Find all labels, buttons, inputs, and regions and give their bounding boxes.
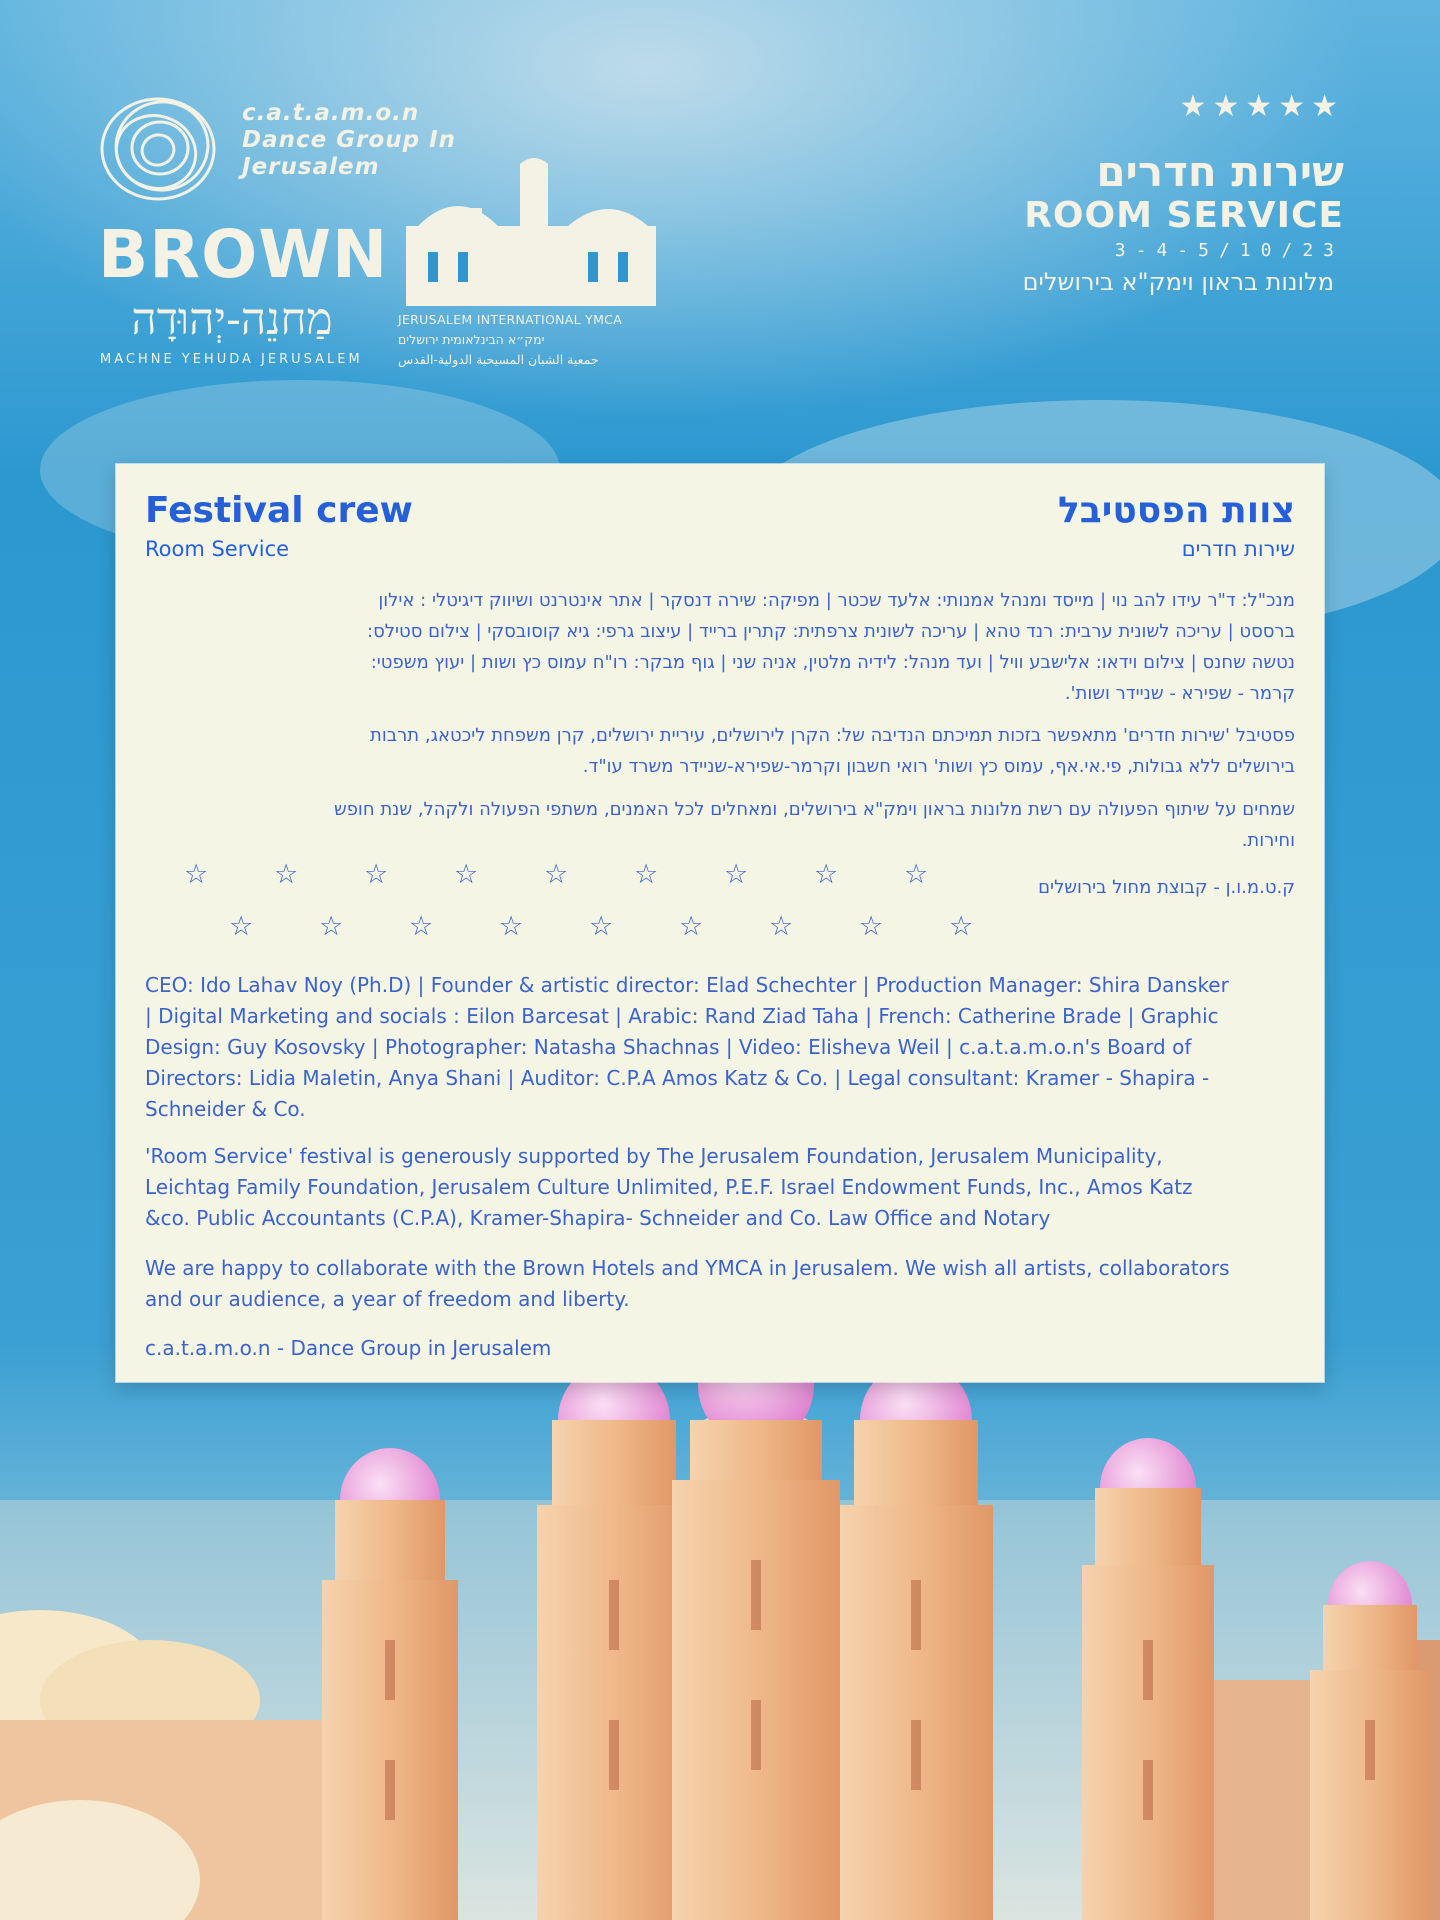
star-icon: ☆: [409, 911, 434, 942]
star-icon: ☆: [679, 911, 704, 942]
star-icon: ☆: [589, 911, 614, 942]
text-line: Design: Guy Kosovsky | Photographer: Natasha Shachnas | Video: Elisheva Weil | c.a.t.a.m.o.n's Board of: [145, 1035, 1192, 1059]
star-row-1: [184, 860, 994, 890]
brown-logo-subtitle: MACHNE YEHUDA JERUSALEM: [100, 352, 363, 367]
text-line: Directors: Lidia Maletin, Anya Shani | Auditor: C.P.A Amos Katz & Co. | Legal consultant: Kramer - Shapira -: [145, 1066, 1210, 1090]
catamon-line-1: c.a.t.a.m.o.n: [242, 100, 420, 126]
star-icon: ☆: [859, 911, 884, 942]
text-line: בירושלים ללא גבולות, פי.אי.אף, עמוס כץ ושות' רואי חשבון וקרמר-שפירא-שניידר משרד עו"ד.: [582, 756, 1295, 777]
text-line: ברססט | עריכה לשונית ערבית: רנד טהא | עריכה לשונית צרפתית: קתרין ברייד | עיצוב גרפי: גיא קוסובסקי | צילום סטילס:: [367, 621, 1295, 642]
festival-title-hebrew: שירות חדרים: [1096, 147, 1344, 196]
brown-logo-hebrew: מַחנֵה-יְהוּדָה: [131, 294, 333, 345]
star-icon: ☆: [544, 859, 569, 890]
star-icon: ☆: [184, 859, 209, 890]
english-support-paragraph: [145, 1141, 1295, 1234]
text-line: Leichtag Family Foundation, Jerusalem Culture Unlimited, P.E.F. Israel Endowment Funds, Inc., Amos Katz: [145, 1175, 1193, 1199]
hebrew-support-paragraph: [145, 720, 1295, 782]
text-line: נטשה שחנס | צילום וידאו: אלישבע וויל | ועד מנהל: לידיה מלטין, אניה שני | גוף מבקר: רו"ח עמוס כץ ושות | יעוץ משפטי:: [370, 652, 1295, 673]
hebrew-thanks-paragraph: [145, 794, 1295, 856]
text-line: CEO: Ido Lahav Noy (Ph.D) | Founder & artistic director: Elad Schechter | Production Manager: Shira Dansker: [145, 973, 1229, 997]
star-icon: ☆: [769, 911, 794, 942]
catamon-line-2: Dance Group In: [242, 127, 457, 153]
text-line: פסטיבל 'שירות חדרים' מתאפשר בזכות תמיכתם הנדיבה של: הקרן לירושלים, עיריית ירושלים, קרן משפחת ליכטאג, תרבות: [370, 725, 1295, 746]
text-line: מנכ"ל: ד"ר עידו להב נוי | מייסד ומנהל אמנותי: אלעד שכטר | מפיקה: שירה דנסקר | אתר אינטרנט ושיווק דיגיטלי : אילון: [378, 590, 1295, 611]
text-line: קרמר - שפירא - שניידר ושות'.: [1064, 683, 1295, 704]
star-icon: ☆: [499, 911, 524, 942]
english-title: Festival crew: [145, 490, 413, 531]
english-thanks-paragraph: [145, 1253, 1295, 1315]
ymca-name-english: JERUSALEM INTERNATIONAL YMCA: [398, 312, 623, 327]
text-line: Schneider & Co.: [145, 1097, 306, 1121]
ymca-name-arabic: جمعية الشبان المسيحية الدولية-القدس: [398, 352, 599, 367]
hebrew-crew-paragraph: [145, 585, 1295, 709]
text-line: | Digital Marketing and socials : Eilon Barcesat | Arabic: Rand Ziad Taha | French: Catherine Brade | Graphic: [145, 1004, 1219, 1028]
english-crew-paragraph: [145, 970, 1295, 1125]
text-line: &co. Public Accountants (C.P.A), Kramer-Shapira- Schneider and Co. Law Office and Notary: [145, 1206, 1051, 1230]
english-signature: c.a.t.a.m.o.n - Dance Group in Jerusalem: [145, 1336, 552, 1360]
text-line: We are happy to collaborate with the Brown Hotels and YMCA in Jerusalem. We wish all artists, collaborators: [145, 1256, 1230, 1280]
text-line: 'Room Service' festival is generously supported by The Jerusalem Foundation, Jerusalem Municipality,: [145, 1144, 1163, 1168]
hebrew-title: צוות הפסטיבל: [1057, 490, 1295, 531]
hebrew-subtitle: שירות חדרים: [1181, 537, 1295, 561]
english-subtitle: Room Service: [145, 537, 290, 561]
star-icon: ☆: [724, 859, 749, 890]
star-icon: ☆: [814, 859, 839, 890]
star-row-2: [229, 912, 1039, 942]
ymca-name-hebrew: ימק״א הבינלאומית ירושלים: [398, 332, 545, 347]
star-icon: ☆: [364, 859, 389, 890]
text-line: שמחים על שיתוף הפעולה עם רשת מלונות בראון וימק"א בירושלים, ומאחלים לכל האמנים, משתפי הפעולה ולקהל, שנת חופש: [333, 799, 1295, 820]
festival-venue: מלונות בראון וימק"א בירושלים: [1022, 268, 1334, 296]
festival-dates: 3-4-5/10/23: [1114, 240, 1344, 261]
star-icon: ☆: [904, 859, 929, 890]
star-icon: ☆: [229, 911, 254, 942]
star-icon: ☆: [454, 859, 479, 890]
catamon-logo-icon: [96, 94, 226, 204]
catamon-line-3: Jerusalem: [242, 154, 380, 180]
brown-logo-word: BROWN: [98, 216, 389, 293]
star-icon: ☆: [949, 911, 974, 942]
star-icon: ☆: [319, 911, 344, 942]
text-line: and our audience, a year of freedom and liberty.: [145, 1287, 630, 1311]
five-stars-icon: ★★★★★: [1179, 89, 1344, 124]
ymca-building-icon: [398, 156, 658, 306]
hebrew-signature: ק.ט.מ.ו.ן - קבוצת מחול בירושלים: [1038, 877, 1295, 898]
star-icon: ☆: [274, 859, 299, 890]
festival-title-english: ROOM SERVICE: [1024, 195, 1344, 236]
star-icon: ☆: [634, 859, 659, 890]
text-line: וחירות.: [1241, 830, 1295, 851]
